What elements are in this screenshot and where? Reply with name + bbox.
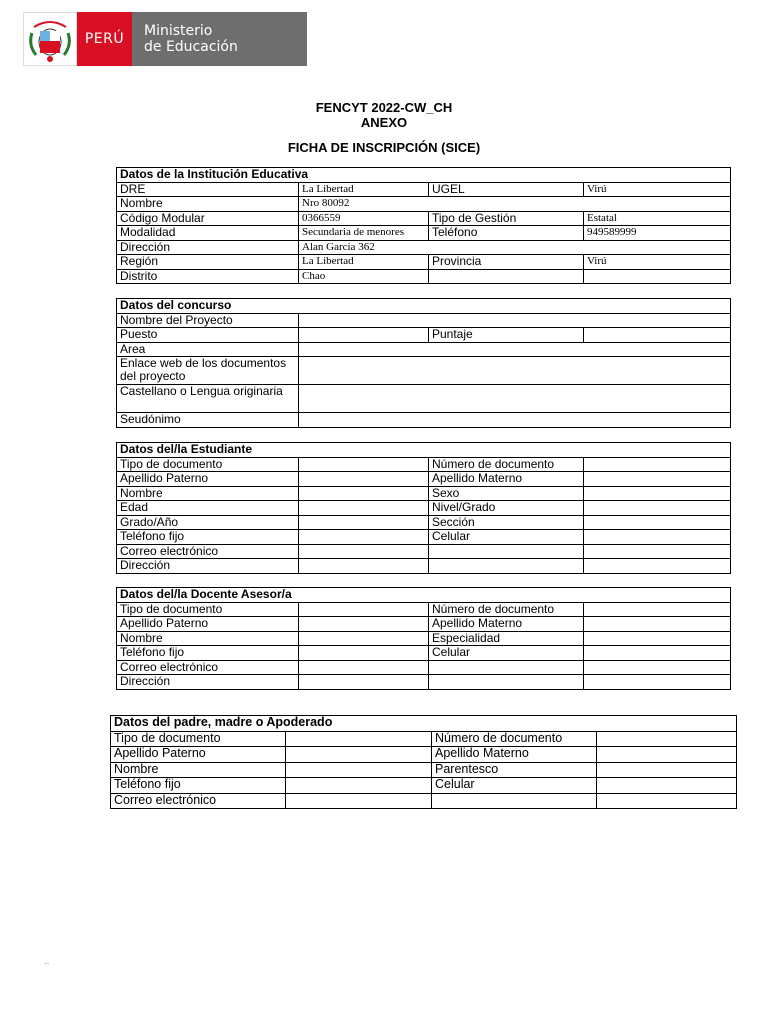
label: Apellido Paterno (111, 747, 286, 763)
label: Apellido Paterno (117, 617, 299, 632)
label: Celular (429, 530, 584, 545)
label-provincia: Provincia (429, 255, 584, 270)
input[interactable] (299, 617, 429, 632)
label: Nombre (117, 486, 299, 501)
input[interactable] (299, 602, 429, 617)
label: Celular (429, 646, 584, 661)
input[interactable] (299, 530, 429, 545)
input[interactable] (584, 472, 731, 487)
input[interactable] (286, 731, 432, 747)
input[interactable] (299, 559, 429, 574)
label: Nombre (111, 762, 286, 778)
ministry-line2: de Educación (144, 39, 238, 55)
value-tipo-gestion[interactable]: Estatal (584, 211, 731, 226)
label-ugel: UGEL (429, 182, 584, 197)
label: Número de documento (429, 457, 584, 472)
label-tipo-gestion: Tipo de Gestión (429, 211, 584, 226)
label: Apellido Paterno (117, 472, 299, 487)
institution-heading: Datos de la Institución Educativa (117, 168, 731, 183)
input[interactable] (299, 515, 429, 530)
value-telefono[interactable]: 949589999 (584, 226, 731, 241)
input[interactable] (299, 675, 429, 690)
input[interactable] (584, 631, 731, 646)
student-heading: Datos del/la Estudiante (117, 443, 731, 458)
contest-heading: Datos del concurso (117, 299, 731, 314)
input-nombre-proyecto[interactable] (299, 313, 731, 328)
label: Apellido Materno (429, 472, 584, 487)
guardian-table (110, 715, 737, 809)
input[interactable] (584, 486, 731, 501)
input[interactable] (584, 515, 731, 530)
input-enlace-web[interactable] (299, 357, 731, 385)
label-codigo-modular: Código Modular (117, 211, 299, 226)
value-codigo-modular[interactable]: 0366559 (299, 211, 429, 226)
label-region: Región (117, 255, 299, 270)
label: Parentesco (432, 762, 597, 778)
label: Dirección (117, 559, 299, 574)
label: Dirección (117, 675, 299, 690)
input[interactable] (584, 602, 731, 617)
label: Número de documento (432, 731, 597, 747)
label: Correo electrónico (111, 793, 286, 809)
label: Correo electrónico (117, 660, 299, 675)
value-nombre[interactable]: Nro 80092 (299, 197, 731, 212)
label: Teléfono fijo (111, 778, 286, 794)
input[interactable] (299, 501, 429, 516)
label-distrito: Distrito (117, 269, 299, 284)
label: Sexo (429, 486, 584, 501)
form-title: FICHA DE INSCRIPCIÓN (SICE) (287, 140, 481, 155)
national-crest-icon (23, 12, 77, 66)
footnote-mark: ... (44, 960, 50, 966)
input-lengua[interactable] (299, 385, 731, 413)
input[interactable] (429, 660, 584, 675)
input[interactable] (286, 762, 432, 778)
input[interactable] (429, 544, 584, 559)
value-distrito[interactable]: Chao (299, 269, 429, 284)
label: Grado/Año (117, 515, 299, 530)
value-direccion[interactable]: Alan Garcia 362 (299, 240, 731, 255)
cell-empty[interactable] (429, 269, 584, 284)
ministry-logo (23, 12, 307, 66)
label: Correo electrónico (117, 544, 299, 559)
label-puntaje: Puntaje (429, 328, 584, 343)
input[interactable] (584, 646, 731, 661)
contest-table (116, 298, 731, 428)
label: Tipo de documento (117, 602, 299, 617)
input[interactable] (429, 559, 584, 574)
student-table (116, 442, 731, 574)
value-ugel[interactable]: Virú (584, 182, 731, 197)
input[interactable] (584, 559, 731, 574)
institution-table (116, 167, 731, 284)
label: Teléfono fijo (117, 646, 299, 661)
advisor-table (116, 587, 731, 690)
input[interactable] (584, 660, 731, 675)
input[interactable] (584, 501, 731, 516)
label-puesto: Puesto (117, 328, 299, 343)
input[interactable] (299, 472, 429, 487)
input[interactable] (597, 747, 737, 763)
label: Tipo de documento (117, 457, 299, 472)
input[interactable] (299, 457, 429, 472)
ministry-name (132, 12, 307, 66)
input-seudonimo[interactable] (299, 413, 731, 428)
input[interactable] (286, 747, 432, 763)
label: Celular (432, 778, 597, 794)
value-region[interactable]: La Libertad (299, 255, 429, 270)
input[interactable] (597, 778, 737, 794)
input[interactable] (299, 631, 429, 646)
label-telefono: Teléfono (429, 226, 584, 241)
label: Nombre (117, 631, 299, 646)
input[interactable] (286, 793, 432, 809)
input-puntaje[interactable] (584, 328, 731, 343)
label: Sección (429, 515, 584, 530)
label: Especialidad (429, 631, 584, 646)
label: Apellido Materno (429, 617, 584, 632)
input[interactable] (299, 646, 429, 661)
document-subtitle: ANEXO (360, 115, 408, 130)
label-nombre: Nombre (117, 197, 299, 212)
label: Nivel/Grado (429, 501, 584, 516)
input[interactable] (584, 617, 731, 632)
guardian-heading: Datos del padre, madre o Apoderado (111, 716, 737, 732)
label: Número de documento (429, 602, 584, 617)
input[interactable] (597, 793, 737, 809)
label-modalidad: Modalidad (117, 226, 299, 241)
input[interactable] (584, 457, 731, 472)
label: Tipo de documento (111, 731, 286, 747)
input[interactable] (584, 675, 731, 690)
document-title: FENCYT 2022-CW_CH (315, 100, 453, 115)
peru-label: PERÚ (77, 12, 132, 66)
input[interactable] (429, 675, 584, 690)
advisor-heading: Datos del/la Docente Asesor/a (117, 588, 731, 603)
input[interactable] (299, 660, 429, 675)
label-enlace-web: Enlace web de los documentos del proyecto (117, 357, 299, 385)
label: Apellido Materno (432, 747, 597, 763)
value-dre[interactable]: La Libertad (299, 182, 429, 197)
input[interactable] (299, 544, 429, 559)
input-puesto[interactable] (299, 328, 429, 343)
label-lengua: Castellano o Lengua originaria (117, 385, 299, 413)
input[interactable] (286, 778, 432, 794)
label-dre: DRE (117, 182, 299, 197)
label-area: Area (117, 342, 299, 357)
input-area[interactable] (299, 342, 731, 357)
input[interactable] (299, 486, 429, 501)
value-modalidad[interactable]: Secundaria de menores (299, 226, 429, 241)
cell-empty[interactable] (584, 269, 731, 284)
label-nombre-proyecto: Nombre del Proyecto (117, 313, 299, 328)
ministry-line1: Ministerio (144, 23, 213, 39)
input[interactable] (584, 530, 731, 545)
label-direccion: Dirección (117, 240, 299, 255)
input[interactable] (597, 731, 737, 747)
label-seudonimo: Seudónimo (117, 413, 299, 428)
input[interactable] (597, 762, 737, 778)
value-provincia[interactable]: Virú (584, 255, 731, 270)
input[interactable] (584, 544, 731, 559)
label: Teléfono fijo (117, 530, 299, 545)
input[interactable] (432, 793, 597, 809)
label: Edad (117, 501, 299, 516)
